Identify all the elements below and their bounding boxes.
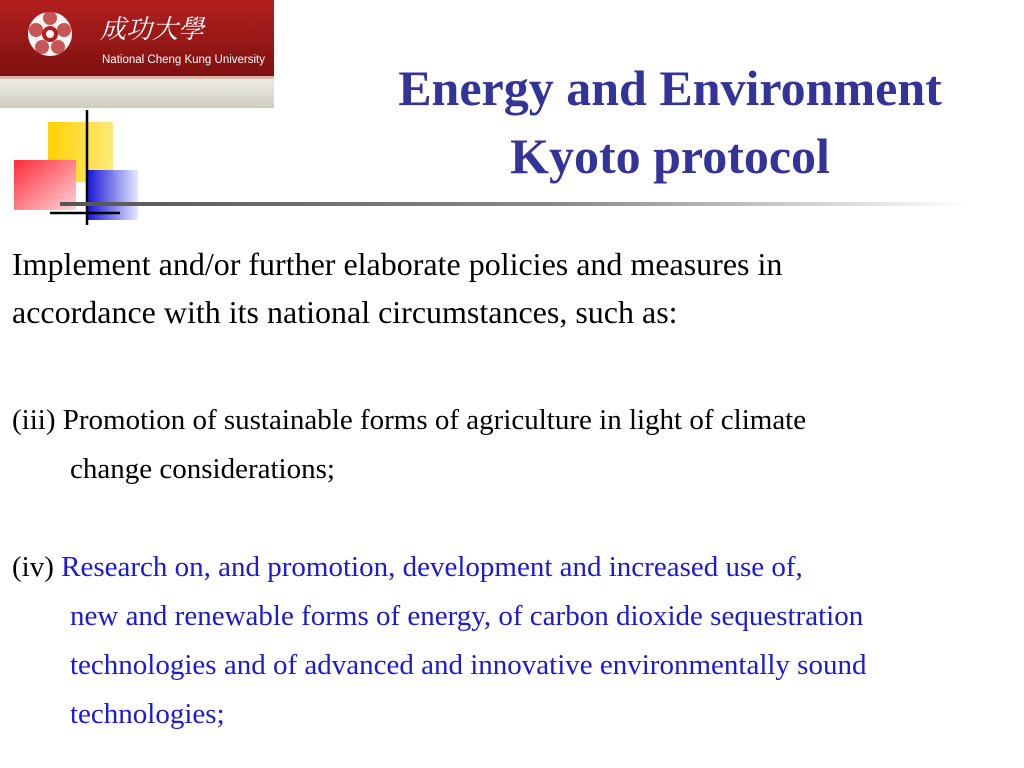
- slide-title-line-1: Energy and Environment: [398, 60, 942, 116]
- list-marker: (iv): [12, 551, 54, 583]
- logo-english-name: National Cheng Kung University: [102, 54, 266, 66]
- intro-paragraph: [12, 240, 1012, 336]
- list-item-iii: [12, 396, 1017, 494]
- intro-line-1: Implement and/or further elaborate policies and measures in: [12, 246, 783, 282]
- list-item-text: Research on, and promotion, development and increased use of,: [61, 551, 803, 583]
- title-divider: [60, 196, 970, 206]
- university-logo: [0, 0, 274, 108]
- list-item-text: change considerations;: [70, 453, 335, 485]
- decorative-squares: [0, 100, 200, 240]
- list-item-text: new and renewable forms of energy, of carbon dioxide sequestration: [70, 600, 864, 632]
- list-item-text: technologies;: [70, 698, 225, 730]
- slide-title-line-2: Kyoto protocol: [510, 128, 830, 184]
- logo-chinese-name: 成功大學: [100, 15, 205, 45]
- list-marker: (iii): [12, 404, 56, 436]
- intro-line-2: accordance with its national circumstances, such as:: [12, 294, 678, 330]
- list-item-iv: [12, 543, 1017, 739]
- list-item-text: Promotion of sustainable forms of agriculture in light of climate: [62, 404, 807, 436]
- list-item-text: technologies and of advanced and innovative environmentally sound: [70, 649, 867, 681]
